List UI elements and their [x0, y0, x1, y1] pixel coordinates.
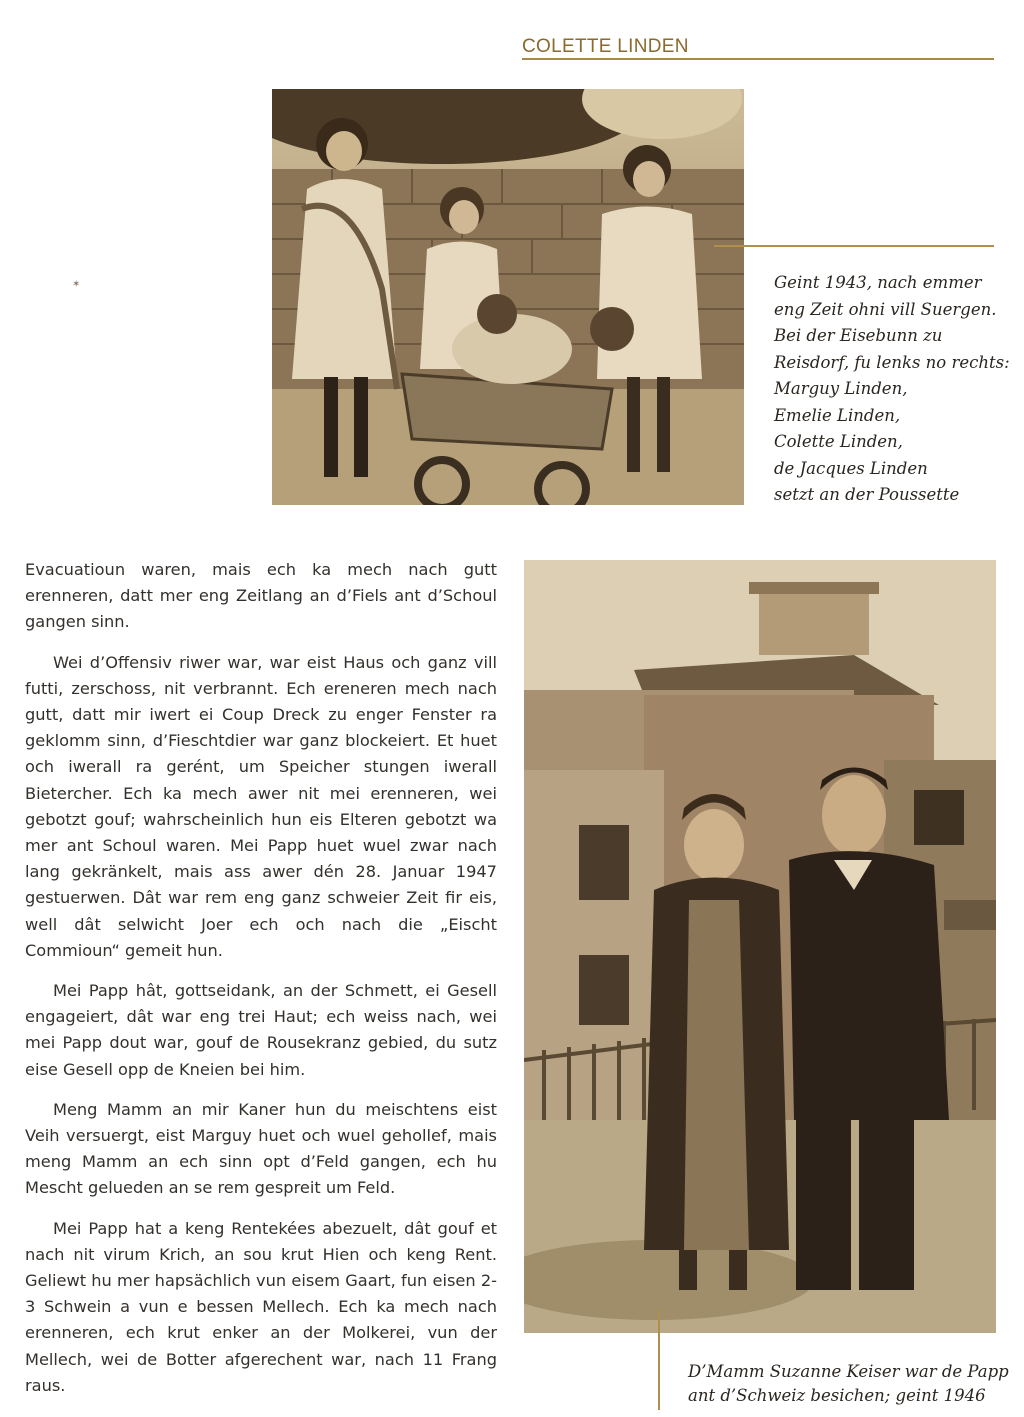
caption-line: setzt an der Poussette [774, 485, 960, 504]
paragraph: Mei Papp hat a keng Rentekées abezuelt, dât gouf et nach nit virum Krich, an sou krut Hien och keng Rent. Geliewt hu mer hapsächlich vun eisem Gaart, fun eisen 2-3 Schwein a vun e bessen Mellech. Ech ka mech nach erenneren, ech krut enker an der Molkerei, vun der Mellech, wei de Botter afgerechent war, nach 11 Frang raus. [25, 1218, 497, 1395]
paragraph: Evacuatioun waren, mais ech ka mech nach gutt erenneren, datt mer eng Zeitlang an d’Fiels ant d’Schoul gangen sinn. [25, 560, 497, 632]
caption-line: ant d’Schweiz besichen; geint 1946 [688, 1386, 986, 1405]
paragraph: Meng Mamm an mir Kaner hun du meischtens eist Veih versuergt, eist Marguy huet och wuel gehollef, mais meng Mamm an ech sinn opt d’Feld gangen, ech hu Mescht gelueden an se rem gespreit um Feld. [25, 1099, 497, 1198]
caption-rule-bottom [658, 1310, 660, 1410]
paragraph: Wei d’Offensiv riwer war, war eist Haus och ganz vill futti, zerschoss, nit verbrannt. Ech ereneren mech nach gutt, datt mir iwert ei Coup Dreck zu enger Fenster ra geklomm sinn, d’Fieschtdier war ganz blockeiert. Et huet och iwerall ra gerént, um Speicher stungen iwerall Bietercher. Ech ka mech awer nit mei erenneren, wei gebotzt gouf; wahrscheinlich hun eis Elteren gebotzt wa mer ant Schoul waren. Mei Papp huet wuel zwar nach lang gekränkelt, mais ass awer dén 28. Januar 1947 gestuerwen. Dât war rem eng ganz schweier Zeit fir eis, well dât selwicht Joer ech och nach die „Eischt Commioun“ gemeit hun. [25, 652, 497, 960]
caption-bottom [688, 1360, 1009, 1408]
caption-line: Emelie Linden, [774, 405, 901, 425]
header-rule [522, 58, 994, 60]
caption-line: Colette Linden, [774, 432, 903, 451]
caption-line: Reisdorf, fu lenks no rechts: [774, 352, 1010, 372]
caption-line: D’Mamm Suzanne Keiser war de Papp [688, 1362, 1009, 1381]
article-body [25, 557, 497, 1413]
caption-line: Marguy Linden, [774, 379, 908, 398]
caption-line: Geint 1943, nach emmer [774, 273, 982, 292]
caption-line: Bei der Eisebunn zu [774, 326, 943, 345]
paragraph: Mei Papp hât, gottseidank, an der Schmett, ei Gesell engageiert, dât war eng trei Haut; ech weiss nach, wei mei Papp dout war, gouf de Rousekranz gebied, du sutz eise Gesell opp de Kneien bei him. [25, 981, 497, 1079]
caption-line: eng Zeit ohni vill Suergen. [774, 299, 997, 319]
page-header-title: COLETTE LINDEN [522, 36, 689, 57]
caption-line: de Jacques Linden [774, 458, 928, 478]
photo-couple-house [524, 560, 996, 1333]
caption-rule-top [714, 245, 994, 247]
photo-children-pram [272, 89, 744, 505]
print-mark: ✶ [72, 279, 81, 290]
caption-top [774, 270, 1010, 509]
